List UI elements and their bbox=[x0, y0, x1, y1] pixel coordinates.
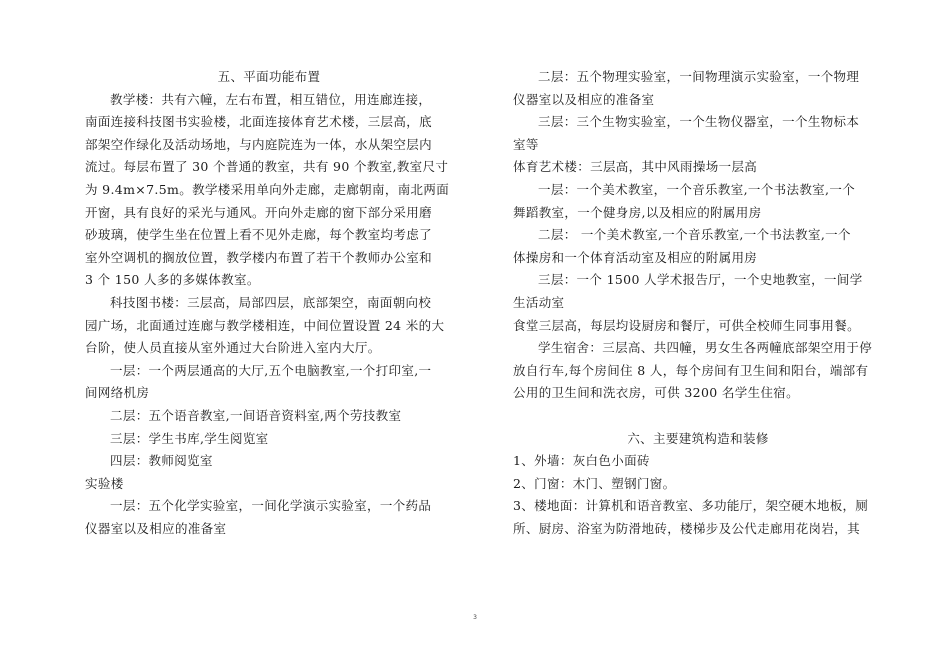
paragraph-line: 公用的卫生间和洗衣房，可供 3200 名学生住宿。 bbox=[513, 385, 800, 401]
paragraph-line: 开窗，具有良好的采光与通风。开向外走廊的窗下部分采用磨 bbox=[85, 204, 432, 220]
paragraph-line: 台阶，使人员直接从室外通过大台阶进入室内大厅。 bbox=[85, 340, 381, 356]
paragraph-line: 部架空作绿化及活动场地，与内庭院连为一体，水从架空层内 bbox=[85, 136, 432, 152]
paragraph-line: 3 个 150 人多的多媒体教室。 bbox=[85, 272, 260, 288]
section-spacer bbox=[513, 405, 883, 428]
page-number: 3 bbox=[473, 614, 477, 621]
paragraph-line: 园广场，北面通过连廊与教学楼相连，中间位置设置 24 米的大 bbox=[85, 317, 445, 333]
paragraph-line: 三层：三个生物实验室，一个生物仪器室，一个生物标本 bbox=[538, 114, 860, 130]
paragraph-line: 三层：一个 1500 人学术报告厅，一个史地教室，一间学 bbox=[538, 272, 863, 288]
paragraph-line: 四层：教师阅览室 bbox=[110, 453, 213, 469]
paragraph-line: 教学楼：共有六幢，左右布置，相互错位，用连廊连接， bbox=[110, 91, 432, 107]
right-column bbox=[513, 66, 883, 540]
list-item: 3、楼地面：计算机和语音教室、多功能厅，架空硬木地板，厕 bbox=[513, 498, 869, 514]
paragraph-line: 间网络机房 bbox=[85, 385, 150, 401]
paragraph-line: 三层：学生书库,学生阅览室 bbox=[110, 430, 269, 446]
paragraph-line: 一层：一个两层通高的大厅,五个电脑教室,一个打印室,一 bbox=[110, 362, 432, 378]
paragraph-line: 南面连接科技图书实验楼，北面连接体育艺术楼，三层高，底 bbox=[85, 114, 432, 130]
paragraph-line: 仪器室以及相应的准备室 bbox=[85, 520, 227, 536]
paragraph-line: 舞蹈教室，一个健身房,以及相应的附属用房 bbox=[513, 204, 762, 220]
list-item: 1、外墙：灰白色小面砖 bbox=[513, 453, 650, 469]
section-heading-layout: 五、平面功能布置 bbox=[217, 69, 321, 84]
paragraph-line: 砂玻璃，使学生坐在位置上看不见外走廊，每个教室均考虑了 bbox=[85, 227, 432, 243]
paragraph-line: 二层： 一个美术教室,一个音乐教室,一个书法教室,一个 bbox=[538, 227, 851, 243]
paragraph-line: 流过。每层布置了 30 个普通的教室，共有 90 个教室,教室尺寸 bbox=[85, 159, 449, 175]
paragraph-line: 体育艺术楼：三层高，其中风雨操场一层高 bbox=[513, 159, 758, 175]
paragraph-line: 室外空调机的搁放位置，教学楼内布置了若干个教师办公室和 bbox=[85, 249, 432, 265]
paragraph-line: 室等 bbox=[513, 136, 539, 152]
list-item: 所、厨房、浴室为防滑地砖，楼梯步及公代走廊用花岗岩，其 bbox=[513, 520, 860, 536]
paragraph-line: 体操房和一个体育活动室及相应的附属用房 bbox=[513, 249, 758, 265]
paragraph-line: 食堂三层高，每层均设厨房和餐厅，可供全校师生同事用餐。 bbox=[513, 317, 860, 333]
list-item: 2、门窗：木门、塑钢门窗。 bbox=[513, 475, 676, 491]
paragraph-line: 放自行车,每个房间住 8 人，每个房间有卫生间和阳台，端部有 bbox=[513, 362, 869, 378]
left-column bbox=[85, 66, 453, 540]
paragraph-line: 为 9.4m×7.5m。教学楼采用单向外走廊，走廊朝南，南北两面 bbox=[85, 181, 450, 197]
paragraph-line: 学生宿舍：三层高、共四幢，男女生各两幢底部架空用于停 bbox=[538, 340, 873, 356]
paragraph-line: 仪器室以及相应的准备室 bbox=[513, 91, 655, 107]
paragraph-line: 二层：五个物理实验室，一间物理演示实验室，一个物理 bbox=[538, 69, 860, 84]
paragraph-line: 实验楼 bbox=[85, 475, 124, 491]
paragraph-line: 一层：一个美术教室，一个音乐教室,一个书法教室,一个 bbox=[538, 181, 856, 197]
paragraph-line: 二层：五个语音教室,一间语音资料室,两个劳技教室 bbox=[110, 407, 402, 423]
paragraph-line: 一层：五个化学实验室，一间化学演示实验室，一个药品 bbox=[110, 498, 432, 514]
paragraph-line: 生活动室 bbox=[513, 294, 565, 310]
paragraph-line: 科技图书楼：三层高，局部四层，底部架空，南面朝向校 bbox=[110, 294, 432, 310]
section-heading-construction: 六、主要建筑构造和装修 bbox=[627, 430, 769, 446]
